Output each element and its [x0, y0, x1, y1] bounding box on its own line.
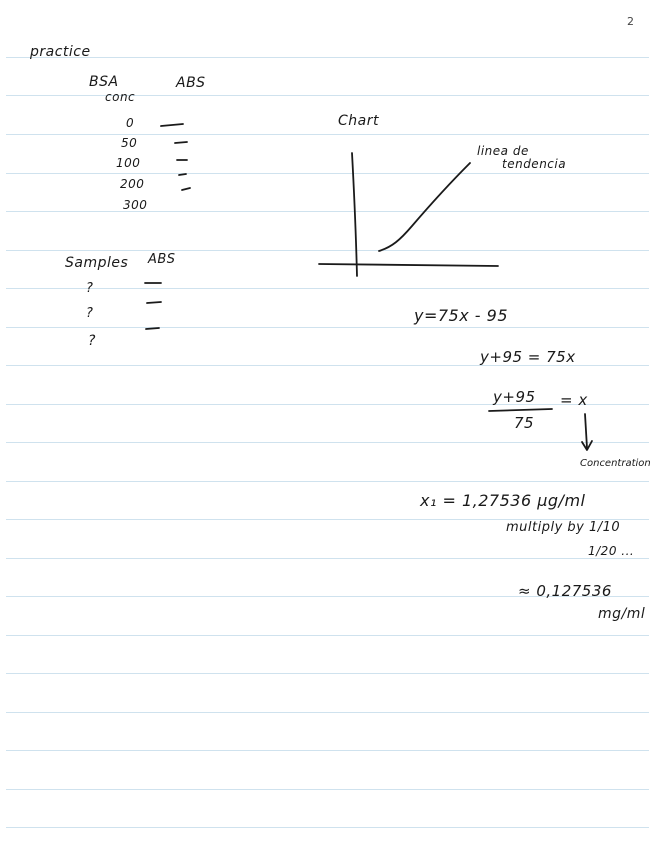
chart-x-axis	[319, 264, 498, 266]
concentration-arrow	[585, 414, 587, 448]
chart-y-axis	[352, 153, 357, 276]
standard-conc-value: 100	[116, 156, 141, 170]
trend-line-label: linea de	[477, 144, 529, 158]
abs-dash	[175, 142, 187, 143]
abs-dash	[179, 174, 186, 175]
fraction-numerator: y+95	[493, 388, 536, 406]
standard-conc-value: 200	[120, 177, 145, 191]
standards-abs-header: ABS	[176, 75, 206, 91]
multiply-note: multiply by 1/10	[506, 520, 621, 535]
samples-abs-header: ABS	[148, 252, 176, 267]
regression-equation: y=75x - 95	[414, 306, 509, 325]
fraction-equals-x: = x	[560, 391, 588, 409]
standards-conc-header-unit: conc	[105, 90, 136, 104]
practice-heading: practice	[30, 44, 91, 60]
sample-entry: ?	[86, 281, 94, 296]
sample-entry: ?	[88, 333, 96, 349]
standard-conc-value: 300	[123, 198, 148, 212]
multiply-note-alt: 1/20 ...	[588, 544, 635, 558]
fraction-bar	[489, 409, 552, 411]
rearranged-equation: y+95 = 75x	[480, 348, 576, 366]
trend-line-label-cont: tendencia	[502, 157, 567, 171]
concentration-note: Concentration	[580, 458, 651, 469]
approx-unit: mg/ml	[598, 606, 646, 622]
standards-conc-header: BSA	[89, 74, 119, 90]
abs-dash	[161, 124, 183, 126]
sample-entry: ?	[86, 306, 94, 321]
samples-header: Samples	[65, 255, 129, 271]
standard-conc-value: 0	[126, 116, 135, 130]
abs-dash	[182, 188, 190, 190]
approx-value: ≈ 0,127536	[518, 582, 612, 600]
sample-abs-dash	[147, 302, 161, 303]
page-number: 2	[627, 15, 634, 28]
standard-conc-value: 50	[121, 136, 138, 150]
trend-line	[379, 163, 470, 251]
sample-abs-dash	[146, 328, 159, 329]
result-value: x₁ = 1,27536 µg/ml	[420, 491, 586, 510]
chart-label: Chart	[338, 113, 379, 129]
fraction-denominator: 75	[514, 414, 535, 432]
